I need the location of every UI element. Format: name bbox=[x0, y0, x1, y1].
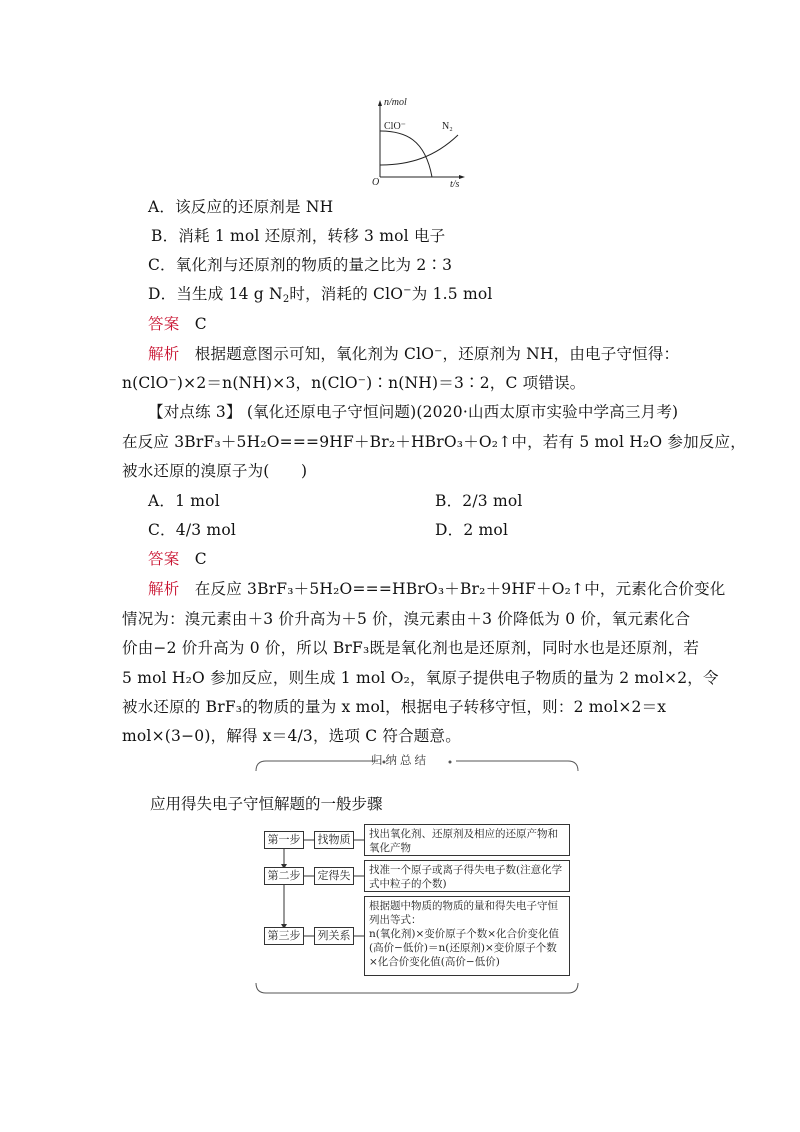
step2-action: 定得失 bbox=[314, 867, 354, 885]
step2-desc: 找准一个原子或离子得失电子数(注意化学式中粒子的个数) bbox=[364, 860, 570, 892]
step3-desc-line2: n(氧化剂)×变价原子个数×化合价变化值(高价−低价)＝n(还原剂)×变价原子个数×化合价变化值(高价−低价) bbox=[369, 928, 560, 968]
summary-title: 归纳总结 bbox=[371, 753, 429, 767]
q2-stem-line1: 在反应 3BrF₃＋5H₂O===9HF＋Br₂＋HBrO₃＋O₂↑中，若有 5 mol H₂O 参加反应， bbox=[122, 433, 746, 451]
q2-answer-value: C bbox=[194, 550, 207, 568]
q1-answer-label: 答案 bbox=[148, 315, 180, 333]
y-axis-arrow bbox=[378, 100, 382, 106]
step1-action: 找物质 bbox=[314, 831, 354, 849]
n2-curve-label: N₂ bbox=[442, 121, 453, 132]
q1-analysis-label: 解析 bbox=[148, 345, 180, 363]
summary-heading: 应用得失电子守恒解题的一般步骤 bbox=[150, 795, 383, 813]
q2-option-d: D．2 mol bbox=[435, 521, 509, 539]
q2-option-a: A．1 mol bbox=[148, 492, 220, 510]
q1-answer bbox=[148, 313, 207, 335]
x-axis-label: t/s bbox=[450, 179, 460, 187]
x-axis-arrow bbox=[459, 175, 465, 179]
q1-analysis-text1: 根据题意图示可知，氧化剂为 ClO⁻，还原剂为 NH，由电子守恒得： bbox=[194, 345, 680, 363]
q2-analysis-line2: 情况为：溴元素由＋3 价升高为＋5 价，溴元素由＋3 价降低为 0 价，氧元素化合 bbox=[122, 610, 691, 628]
step1-label: 第一步 bbox=[264, 831, 304, 849]
n2-curve bbox=[380, 135, 458, 165]
q1-option-c: C．氧化剂与还原剂的物质的量之比为 2∶3 bbox=[148, 256, 453, 274]
step3-desc-line1: 根据题中物质的物质的量和得失电子守恒列出等式： bbox=[369, 900, 558, 926]
origin-label: O bbox=[372, 177, 380, 187]
q2-tag: 【对点练 3】 bbox=[148, 403, 242, 421]
q2-analysis-line1 bbox=[148, 578, 726, 600]
q1-answer-value: C bbox=[194, 315, 207, 333]
q1-analysis-line2: n(ClO⁻)×2＝n(NH)×3，n(ClO⁻)∶n(NH)＝3∶2，C 项错误。 bbox=[122, 374, 586, 392]
q1-analysis-line1 bbox=[148, 343, 679, 365]
q2-analysis-line5: 被水还原的 BrF₃的物质的量为 x mol，根据电子转移守恒，则：2 mol×2＝x bbox=[122, 698, 667, 716]
q2-analysis-label: 解析 bbox=[148, 580, 180, 598]
q2-header bbox=[148, 401, 678, 423]
q1-option-d bbox=[148, 283, 493, 305]
q2-answer-label: 答案 bbox=[148, 550, 180, 568]
q1-option-d-sub: 2 bbox=[282, 294, 290, 305]
q1-option-d-post: 为 1.5 mol bbox=[411, 285, 493, 303]
y-axis-label: n/mol bbox=[384, 97, 407, 108]
step3-action: 列关系 bbox=[314, 927, 354, 945]
q2-option-c: C．4/3 mol bbox=[148, 521, 237, 539]
q1-option-d-mid: 时，消耗的 ClO bbox=[289, 285, 404, 303]
q1-option-d-sup: − bbox=[403, 285, 412, 296]
q2-analysis-line6: mol×(3−0)，解得 x＝4/3，选项 C 符合题意。 bbox=[122, 727, 461, 745]
q2-answer bbox=[148, 548, 207, 570]
clo-curve-label: ClO⁻ bbox=[384, 121, 406, 132]
q2-analysis-line3: 价由−2 价升高为 0 价，所以 BrF₃既是氧化剂也是还原剂，同时水也是还原剂，若 bbox=[122, 639, 700, 657]
q2-option-b: B．2/3 mol bbox=[435, 492, 523, 510]
q1-option-a: A．该反应的还原剂是 NH bbox=[148, 198, 334, 216]
q2-stem-line2: 被水还原的溴原子为( ) bbox=[122, 462, 308, 480]
clo-curve bbox=[380, 131, 432, 177]
reaction-graph bbox=[370, 97, 470, 187]
step1-desc: 找出氧化剂、还原剂及相应的还原产物和氧化产物 bbox=[364, 824, 570, 856]
q2-analysis-line4: 5 mol H₂O 参加反应，则生成 1 mol O₂，氧原子提供电子物质的量为 2 mol×2，令 bbox=[122, 669, 719, 687]
q1-option-d-pre: D．当生成 14 g N bbox=[148, 285, 283, 303]
step3-label: 第三步 bbox=[264, 927, 304, 945]
q1-option-b: B．消耗 1 mol 还原剂，转移 3 mol 电子 bbox=[151, 227, 446, 245]
step2-label: 第二步 bbox=[264, 867, 304, 885]
q2-analysis-text1: 在反应 3BrF₃＋5H₂O===HBrO₃＋Br₂＋9HF＋O₂↑中，元素化合价变化 bbox=[194, 580, 726, 598]
step3-desc bbox=[364, 896, 570, 976]
q2-source: (氧化还原电子守恒问题)(2020·山西太原市实验中学高三月考) bbox=[246, 403, 679, 421]
